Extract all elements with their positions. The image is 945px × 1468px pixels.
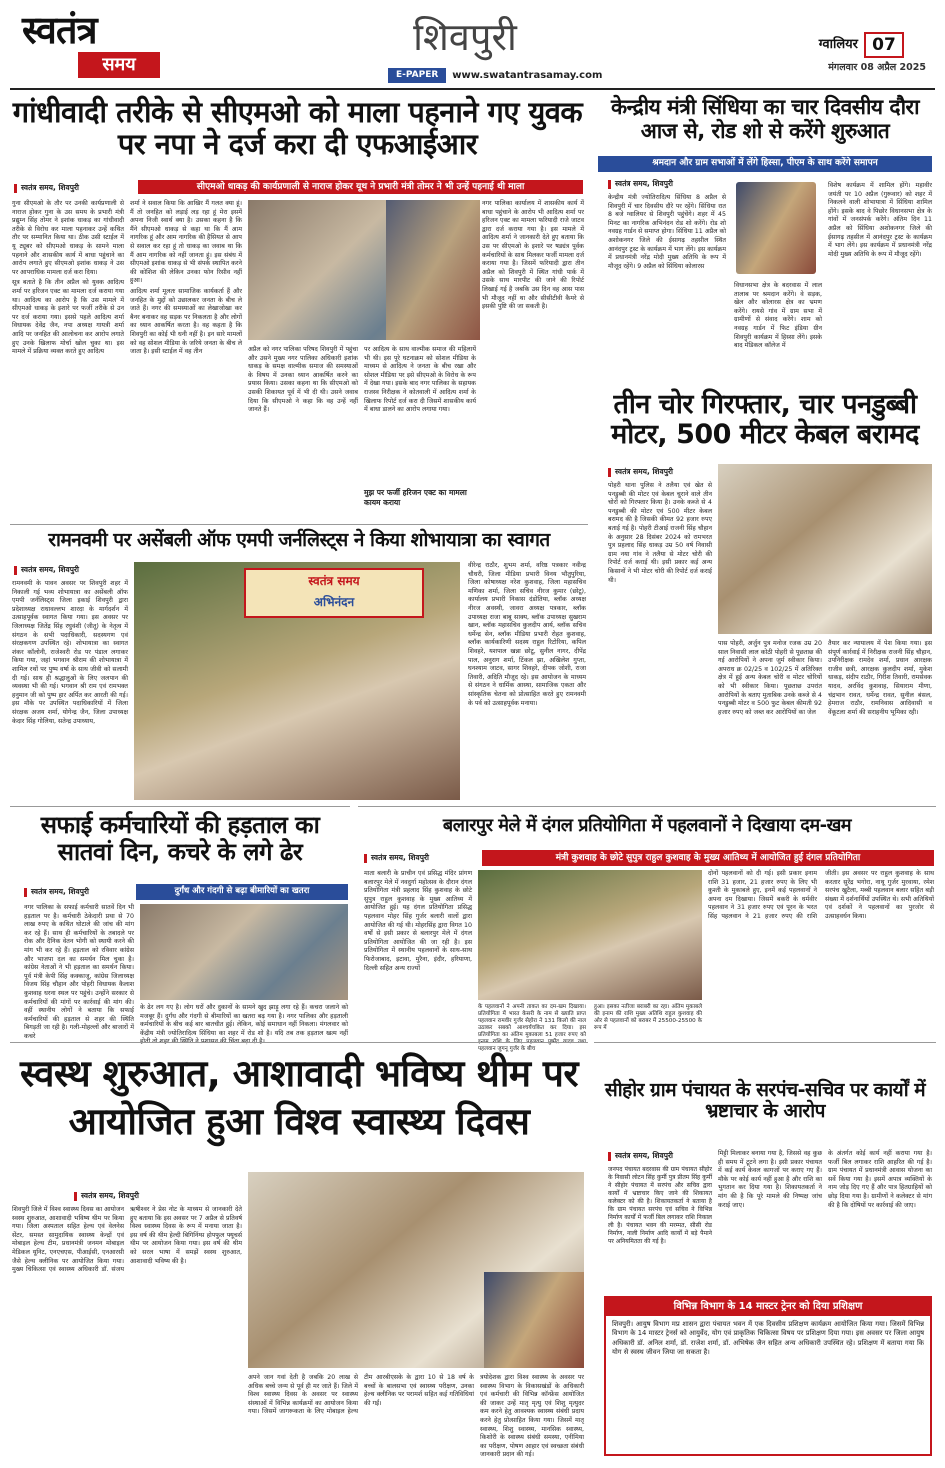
byline-text: स्वतंत्र समय, शिवपुरी (81, 1191, 139, 1200)
epaper-bar (388, 68, 688, 83)
story1-col3: अप्रैल को नगर पालिका परिषद शिवपुरी में पहुंचा और उसने मुख्य नगर पालिका अधिकारी इशांक धाकड़ के समक्ष वाल्मीक समाज की समस्याओं के विषय में उनका ध्यान आकर्षित करने का प्रयास किया। उसका कहना था कि सीएमओ को उसकी शिकायत पूर्व में भी दी थी। उसने जवाब दिया कि सीएमओ ने कहा कि वह उन्हें नहीं जानते हैं। (248, 346, 358, 414)
story2-col3: विशेष कार्यक्रम में शामिल होंगे। महावीर जयंती पर 10 अप्रैल (गुरूवार) को शहर में निकलने वाली शोभायात्रा में सिंधिया शामिल होंगे। इसके बाद वे पिछोर विधानसभा क्षेत्र के गांवों में जनसंपर्क करेंगे। अंतिम दिन 11 अप्रैल को सिंधिया अशोकनगर जिले की ईसागढ़ तहसील में आनंदपुर ट्रस्ट के कार्यक्रम में भाग लेंगे। इस कार्यक्रम में प्रधानमंत्री नरेंद्र मोदी मुख्य अतिथि के रूप में मौजूद रहेंगे। (828, 182, 932, 258)
byline-text: स्वतंत्र समय, शिवपुरी (31, 887, 89, 896)
issue-date: मंगलवार 08 अप्रैल 2025 (828, 62, 926, 73)
story3-byline (608, 466, 728, 478)
story5-col1: नगर पालिका के सफाई कर्मचारी सातवें दिन भी हड़ताल पर है। कर्मचारी ठेकेदारी प्रथा से 70 लाख रुपए के कथित घोटाले की जांच की मांग कर रहे हैं। साथ ही कर्मचारियों के तबादले पर रोक और दैनिक वेतन भोगी को स्थायी करने की मांग भी कर रहे हैं। हड़ताल को रविवार कांग्रेस और भाजपा दल का समर्थन मिल चुका है। कांग्रेस नेताओं ने भी हड़ताल का समर्थन किया। पूर्व मंत्री केपी सिंह कक्काजू, कांग्रेस जिलाध्यक्ष विजय सिंह चौहान और पोहरी विधायक कैलाश कुशवाह धरना स्थल पर पहुंचे। उन्होंने सरकार से कर्मचारियों की मांगों पर कार्रवाई की मांग की। वहीं स्थानीय लोगों ने बताया कि सफाई कर्मचारियों की हड़ताल से शहर की स्थिति बिगड़ती जा रही है। गली-मोहल्लों और बाजारों में कचरे (24, 904, 134, 1040)
story4-byline (14, 564, 134, 576)
masthead (0, 0, 945, 92)
story6-byline (364, 852, 474, 864)
story1-photo-inset (386, 200, 480, 340)
story-sihor-panchayat (594, 1042, 936, 1290)
story8-top-rule (594, 1042, 936, 1043)
story-health-day (10, 1042, 588, 1462)
logo-bottom: समय (78, 52, 160, 78)
story-sanitation-strike (10, 806, 350, 1042)
edition-name: शिवपुरी (413, 15, 517, 59)
story4-col1: रामनवमी के पावन अवसर पर शिवपुरी शहर में निकाली गई भव्य शोभायात्रा का असेंबली ऑफ एमपी जर्नलिस्ट्स जिला इकाई शिवपुरी द्वारा प्रदेशाध्यक्ष राधावल्लभ शारदा के मार्गदर्शन में उत्साहपूर्वक स्वागत किया गया। इस अवसर पर जिलाध्यक्ष जितेंद्र सिंह रघुवंशी (जीतू) के नेतृत्व में संगठन के सभी पदाधिकारी, सदस्यगण एवं संरक्षकगण उपस्थित रहे। शोभायात्रा का स्वागत शंकर कॉलोनी, राजेश्वरी रोड पर पंडाल लगाकर किया गया, जहां भगवान श्रीराम की शोभायात्रा में शामिल रथों पर पुष्प वर्षा के साथ जीवी को सलामी दी गई। साथ ही श्रद्धालुओं के लिए जलपान की व्यवस्था भी की गई। भगवान श्री राम एवं रामभक्त हनुमान जी को पुष्प हार अर्पित कर आरती की गई। इस मौके पर उपस्थित पदाधिकारियों में जिला संरक्षक अजय शर्मा, योगेन्द्र जैन, जिला उपाध्यक्ष केदार सिंह गोलिया, सतेन्द्र उपाध्याय, (12, 580, 128, 725)
story1-col1-para2: सूत्र बताते है कि तीन अप्रैल को युवक आदित्य शर्मा पर हरिजन एक्ट का मामला दर्ज कराया गया था। आदित्य का आरोप है कि उस मामले में सीएमओ धाकड़ के इशारे पर फर्जी तरीके से उन पर दर्ज कराया गया। इससे पहले आदित्य शर्मा विधायक देवेंद्र जैन, नपा अध्यक्ष गायत्री शर्मा आदि पर जनहित की आलोचना कर आरोप लगाते हुए उनके खिलाफ मोर्चा खोल चुका था। इस मामले में प्रक्रिया व्यक्त करते हुए आदित्य (12, 279, 124, 356)
story3-headline: तीन चोर गिरफ्तार, चार पनडुब्बी मोटर, 500 मीटर केबल बरामद (611, 389, 919, 451)
website-link[interactable]: www.swatantrasamay.com (452, 70, 603, 81)
story2-strap: श्रमदान और ग्राम सभाओं में लेंगे हिस्सा, पीएम के साथ करेंगे समापन (598, 156, 932, 172)
story1-col2 (130, 200, 242, 518)
story8-byline (608, 1150, 718, 1162)
city-label: ग्वालियर (818, 37, 858, 52)
story1-col5: नगर पालिका कार्यालय में शासकीय कार्य में बाधा पहुंचाने के आरोप भी आदित्य शर्मा पर हरिजन एक्ट का मामला फरियादी राजे जाटव द्वारा दर्ज कराया गया है। इस मामले में आदित्य शर्मा ने जानकारी देते हुए बताया कि उस पर सीएमओ के इशारे पर षड्यंत्र पूर्वक कर्मचारियों के साथ मिलकर फर्जी मामला दर्ज कराया गया है। जिसमें फरियादी द्वारा तीन अप्रैल को शिवपुरी में स्थित गांधी पार्क में उसके साथ मारपीट की जाने की रिपोर्ट लिखाई गई है जबकि उस दिन वह आस पास भी मौजूद नहीं था और सीसीटीवी कैमरे से इसकी पुष्टि की जा सकती है। (482, 200, 584, 311)
story1-col2-para2: आदित्य शर्मा मूलतः सामाजिक कार्यकर्ता हैं और जनहित के मुद्दों को उछालकर जनता के बीच ले जाते हैं। नगर की समस्याओं का लेखाजोखा कर बैनर बनाकर वह सड़क पर निकलता है और लोगों का ध्यान आकर्षित करता है। वह कहता है कि शिवपुरी का कोई भी धनी नहीं है। इन सारे मामलों को वह सोशल मीडिया के जरिये जनता के बीच ले जाता है। इसी स्टाईल में वह तीन (130, 287, 242, 356)
story6-top-rule (358, 806, 936, 807)
masthead-rule (10, 88, 935, 90)
story1-col1 (12, 200, 124, 518)
byline-text: स्वतंत्र समय, शिवपुरी (615, 467, 673, 476)
story8-col1: जनपद पंचायत बदरवास की ग्राम पंचायत सीहोर के निवासी लोटन सिंह कुर्मी पुत्र प्रीतम सिंह कुर्मी ने सीहोर पंचायत में सरपंच और सचिव द्वारा कार्यों में भ्रष्टाचार किए जाने की शिकायत कलेक्टर को की है। शिकायतकर्ता ने बताया है कि ग्राम पंचायत सरपंच एवं सचिव ने विभिन्न निर्माण कार्यों में फर्जी बिल लगाकर राशि निकाल ली है। पंचायत भवन की मरम्मत, सीसी रोड निर्माण, नाली निर्माण आदि कार्यों में बड़े पैमाने पर अनियमितता की गई है। (608, 1166, 712, 1245)
story7-photo-inset (484, 1272, 584, 1368)
byline-marker (608, 1152, 611, 1161)
story1-headline: गांधीवादी तरीके से सीएमओ को माला पहनाने गए युवक पर नपा ने दर्ज करा दी एफआईआर (12, 95, 583, 162)
story1-col1-para1: गुना सीएमओ के तौर पर उनकी कार्यप्रणाली से नाराज होकर गुना के उस समय के प्रभारी मंत्री प्रद्युम्न सिंह तोमर ने इशांक धाकड़ का गांधीवादी तरीके से विरोध कर माला पहनाकर उन्हें कथित तौर पर सम्मानित किया था। ठीक उसी स्टाईल में यू ट्यूबर को सीएमओ धाकड़ के सामने माला पहनाने और शासकीय कार्य में बाधा पहुंचाने का आरोप लगाते हुए सीएमओ इशांक धाकड़ ने उस पर आपराधिक मामला दर्ज करा दिया। (12, 200, 124, 276)
byline-text: स्वतंत्र समय, शिवपुरी (21, 565, 79, 574)
story3-photo (718, 464, 932, 634)
logo-top: स्वतंत्र (22, 8, 97, 52)
story6-headline: बलारपुर मेले में दंगल प्रतियोगिता में पहलवानों ने दिखाया दम-खम (442, 815, 852, 836)
story7-col2: अपने जान गवां देती है जबकि 20 लाख से अधिक बच्चे जन्म से पूर्व ही मर जाते हैं। जिले में विश्व स्वास्थ्य दिवस के अवसर पर स्वास्थ्य संस्थाओं में विभिन्न कार्यक्रमों का आयोजन किया गया। जिसमें जागरूकता के लिए मोबाइल हेल्थ टीम आरबीएसके के द्वारा 10 से 18 वर्ष के बच्चों के बालसभा एवं स्वास्थ्य परीक्षण, उनका हेल्थ क्लीनिक पर परामर्श सहित कई गतिविधियां की गईं। (248, 1374, 474, 1416)
story-cmo-fir (10, 92, 585, 524)
story6-col3: हुआ। इसका नतीजा बराबरी का रहा। अंतिम मुकाबले की इनाम की राशि मुख्य अतिथि राहुल कुशवाह की ओर से पहलवानों को बराबर में 25500-25500 के रूप में (594, 1004, 702, 1031)
byline-marker (608, 180, 611, 189)
story3-col3: तैयार कर न्यायालय में पेश किया गया। इस संपूर्ण कार्रवाई में निरीक्षक राजनी सिंह चौहान, उपनिरीक्षक रामदेव शर्मा, प्रधान आरक्षक राजीव छत्री, आरक्षक कुलदीप शर्मा, मुकेश धाकड़, संदीप राठौर, गिरीश तिवारी, रामसेवक यादव, अरविंद कुशवाह, सियाराम मीणा, चंद्रभान रावत, धर्मेन्द्र रावत, सुनील बंसल, हेमराज राठौर, रामनिवास आदिवासी व वेंकूटला शर्मा की सराहनीय भूमिका रही। (828, 640, 932, 716)
byline-marker (14, 566, 17, 575)
story6-col1: माता बलारी के प्राचीन एवं प्रसिद्ध मंदिर प्रांगण बलारपुर मेले में नवदुर्गा महोत्सव के दौरान दंगल प्रतियोगिता मंत्री प्रहलाद सिंह कुशवाह के छोटे सुपुत्र राहुल कुशवाह के मुख्य आतिथ्य में आयोजित हुई। यह दंगल प्रतियोगिता प्रसिद्ध पहलवान मोहर सिंह गुर्जर बलारी वालों द्वारा आयोजित की गई थी। मोहरसिंह द्वारा विगत 10 वर्षों से इसी प्रकार से बलारपुर मेले में दंगल प्रतियोगिता आयोजित की जा रही है। इस प्रतियोगिता में स्थानीय पहलवानों के साथ-साथ फिरोजाबाद, इटावा, मुरैना, इंदौर, हरियाणा, दिल्ली सहित अन्य राज्यों (364, 870, 472, 972)
story2-portrait (736, 182, 816, 274)
byline-marker (24, 888, 27, 897)
byline-text: स्वतंत्र समय, शिवपुरी (371, 853, 429, 862)
logo (22, 8, 162, 88)
story4-col2: वीरेन्द्र राठौर, शुभम शर्मा, वरिष्ठ पत्रकार नवीन्द्र चौधरी, जिला मीडिया प्रभारी विनय भौतुपुरिया, जिला कोषाध्यक्ष नरेश कुशवाह, जिला महासचिव मणिका शर्मा, जिला सचिव नीरज कुमार (छोटू), कार्यालय प्रभारी निकास दंडोतिया, ब्लॉक अध्यक्ष नीरज अवस्थी, जावरा अध्यक्ष पत्रकार, ब्लॉक उपाध्यक्ष राजा बाबू साक्य, ब्लॉक उपाध्यक्ष सुखराम खान, ब्लॉक महासचिव कुलदीप आर्य, ब्लॉक सचिव धर्मेन्द्र सेन, ब्लॉक मीडिया प्रभारी रोहत कुशवाह, ब्लॉक कार्यकारिणी सदस्य राहुल रिटोरिया, कपिल शिवहरे, यशपाल खन्ना छोटू, सुनील नागर, दीपेंद्र पाल, अनुराग शर्मा, टिंकल झा, अखिलेश गुप्ता, घनश्याम जाटव, सागर शिवहरे, दीपक जोशी, राजा तिवारी, अदिति मौजूद रहे। इस आयोजन के माध्यम से संगठन ने धार्मिक आस्था, सामाजिक एकता और सांस्कृतिक चेतना को प्रोत्साहित करते हुए रामनवमी के पर्व को उत्साहपूर्वक मनाया। (468, 562, 586, 707)
story-dangal (358, 806, 936, 1052)
story-scindia-visit (594, 92, 936, 384)
story7-byline (74, 1190, 194, 1202)
story7-col3: त्रयोदेशक द्वारा विश्व स्वास्थ्य के अवसर पर स्वास्थ्य विभाग के विकासखंडों के अधिकारी एवं कर्मचारी की विभिन्न कॉन्फ्रेंस आयोजित की जाकर उन्हें मातृ मृत्यु एवं शिशु मृत्युदर कम करने हेतु आवश्यक स्वास्थ्य संबंधी प्रदाय करने हेतु प्रोत्साहित किया गया। जिसमें मातृ स्वास्थ्य, शिशु स्वास्थ्य, मानसिक स्वास्थ्य, किशोरी के स्वास्थ्य संबंधी समस्या, एनीमिया का परीक्षण, पोषण आहार एवं स्वच्छता संबंधी जानकारी प्रदान की गई। (480, 1374, 584, 1459)
story6-strap: मंत्री कुशवाह के छोटे सुपुत्र राहुल कुशवाह के मुख्य आतिथ्य में आयोजित हुई दंगल प्रतियोगिता (482, 850, 934, 866)
story1-strap: सीएमओ धाकड़ की कार्यप्रणाली से नाराज होकर यूथ ने प्रभारी मंत्री तोमर ने भी उन्हें पहनाई थी माला (138, 180, 583, 194)
byline-text: स्वतंत्र समय, शिवपुरी (21, 183, 79, 192)
story5-byline (24, 886, 134, 898)
story5-top-rule (10, 806, 350, 807)
story5-headline: सफाई कर्मचारियों की हड़ताल का सातवां दिन, कचरे के लगे ढेर (40, 811, 320, 866)
story5-strap: दुर्गंध और गंदगी से बढ़ा बीमारियों का खतरा (136, 884, 348, 900)
story8-col3: के अंतर्गत कोई कार्य नहीं कराया गया है। फर्जी बिल लगाकर राशि आहरित की गई है। ग्राम पंचायत में प्रधानमंत्री आवास योजना का सर्वे किया गया है। इसमें अपात्र व्यक्तियों के नाम जोड़ दिए गए हैं और पात्र हितग्राहियों को छोड़ दिया गया है। ग्रामीणों ने कलेक्टर से मांग की है कि दोषियों पर कार्रवाई की जाए। (828, 1150, 932, 1209)
story-thieves-arrested (594, 384, 936, 806)
story-ramnavami (10, 524, 588, 806)
banner-line2: अभिनंदन (313, 595, 355, 609)
story4-headline: रामनवमी पर असेंबली ऑफ एमपी जर्नलिस्ट्स ने किया शोभायात्रा का स्वागत (48, 529, 550, 551)
epaper-label: E-PAPER (388, 68, 446, 83)
story3-col2: पास पोहरी, अर्जुन पुत्र मनोज रजक उम्र 20 साल निवासी लाल कोठी पोहरी से पूछताछ की गई आरोपियों ने अपना जुर्म स्वीकार किया। अपराध क्र 02/25 व 102/25 में अतिरिक्त क्षेत्र में हुई अन्य केबल चोरी व मोटर चोरियों को भी स्वीकार किया। पूछताछ उपरांत आरोपियों के बताए मुताबिक उनके कब्जे से 4 पनडुब्बी मोटर व 500 फुट केबल कीमती 92 हजार रुपए को जब्त कर आरोपियों का जेल (718, 640, 822, 716)
story9-headline: विभिन्न विभाग के 14 मास्टर ट्रेनर को दिया प्रशिक्षण (606, 1298, 930, 1316)
story7-top-rule (10, 1042, 588, 1043)
story6-photo (478, 870, 702, 1000)
story5-col2: के ढेर लग गए है। लोग घरों और दुकानों के सामने खुद झाड़ू लगा रहे हैं। कचरा जलाने को मजबूर हैं। दुर्गंध और गंदगी से बीमारियों का खतरा बढ़ गया है। नगर पालिका और हड़ताली कर्मचारियों के बीच कई बार बातचीत हुई। लेकिन, कोई समाधान नहीं निकला। मंगलवार को केंद्रीय मंत्री ज्योतिरादित्य सिंधिया का शहर में रोड शो है। यदि तब तक हड़ताल खत्म नहीं (140, 1004, 348, 1037)
story1-col2-para1: शर्मा ने सवाल किया कि आखिर मैं गलत क्या हूं। मैं तो जनहित को लड़ाई लड़ रहा हूं मेरा इसमें अपना निजी स्वार्थ क्या है। उसका कहना है कि मैंने सीएमओ धाकड़ से कहा था कि मैं आम नागरिक हूं और आम नागरिक की हैसियत से आप से सवाल कर रहा हूं तो धाकड़ का जवाब था कि मैं आम नागरिक को नहीं जानता हूं। इस संबंध में सीएमओ इशांक धाकड़ से भी संपर्क स्थापित करने की कोशिश की लेकिन उनका फोन रिसीव नहीं हुआ। (130, 200, 242, 285)
byline-marker (74, 1192, 77, 1201)
story7-headline: स्वस्थ शुरुआत, आशावादी भविष्य थीम पर आयोजित हुआ विश्व स्वास्थ्य दिवस (19, 1052, 579, 1143)
story4-photo (134, 562, 460, 800)
story1-subhead: मुझ पर फर्जी हरिजन एक्ट का मामला कायम कराया (364, 488, 467, 507)
story9-box (604, 1296, 932, 1456)
story1-col4 (364, 346, 476, 518)
story5-photo (140, 904, 348, 1000)
story8-col2: मिट्टी मिलाकर बनाया गया है, जिससे वह कुछ ही समय में टूटने लगा है। इसी प्रकार पंचायत में कई कार्य केवल कागजों पर कराए गए हैं। मौके पर कोई कार्य नहीं हुआ है और राशि का भुगतान कर दिया गया है। शिकायतकर्ता ने मांग की है कि पूरे मामले की निष्पक्ष जांच कराई जाए। (718, 1150, 822, 1209)
byline-text: स्वतंत्र समय, शिवपुरी (615, 179, 673, 188)
byline-text: स्वतंत्र समय, शिवपुरी (615, 1151, 673, 1160)
story-master-trainers (594, 1290, 936, 1462)
story8-headline: सीहोर ग्राम पंचायत के सरपंच-सचिव पर कार्यों में भ्रष्टाचार के आरोप (604, 1079, 926, 1123)
story2-byline (608, 178, 728, 190)
welcome-banner (244, 568, 424, 618)
story6-col2: के पहलवानों ने अपनी ताकत का दम-खम दिखाया। प्रतियोगिता में भारत केसरी के नाम से ख्याति प्राप्त पहलवान रामवीर गुर्जर सेहोरा ने 131 किलो की नाल उठाकर सबको आश्चर्यचकित कर दिया। इस प्रतियोगिता का अंतिम मुकाबला 51 हजार रुपए को पहलवान जुगनू गुर्जर के बीच (478, 1004, 586, 1052)
byline-marker (608, 468, 611, 477)
story6-col4: दोनों पहलवानों को दी गई। इसी प्रकार इनाम राशि 31 हजार, 21 हजार रुपए के लिए भी कुश्ती के मुकाबले हुए, इनमें कई पहलवानों ने अपना दम दिखाया। जिसमें बकरी के धर्मवीर पहलवान ने 31 हजार रुपए एवं पूरन के भरत सिंह पहलवान ने 21 हजार रुपए की राशि जीती। इस अवसर पर राहुल कुशवाह के साथ करतार सुरेंद्र भगोरा, नाथू गुर्जर मुरवाया, रमेश सरपंच खुटैला, मब्बी पहलवान बलार सहित बड़ी संख्या में दर्शनार्थियों उपस्थित थे। सभी अतिथियों एवं दर्शकों ने पहलवानों का पुरजोर से उत्साहवर्धन किया। (708, 870, 934, 920)
banner-line1: स्वतंत्र समय (308, 574, 360, 588)
story1-col4-para: पर आदित्य के साथ वाल्मीक समाज की महिलायें भी थी। इस पूरे घटनाक्रम को सोशल मीडिया के माध्यम से आदित्य ने जनता के बीच रखा और सोशल मीडिया पर इसे सीएमओ के विरोध के रूप में देखा गया। इसके बाद नगर पालिका के सहायक राजस्व निरीक्षक ने कोतवाली में आदित्य शर्मा के खिलाफ रिपोर्ट दर्ज करा दी जिसमें शासकीय कार्य में बाधा डालने का आरोप लगाया गया। (364, 346, 476, 414)
byline-marker (14, 184, 17, 193)
story7-col1: शिवपुरी जिले में विश्व स्वास्थ्य दिवस का आयोजन स्वस्थ शुरुआत, आशावादी भविष्य थीम पर किया गया। जिला अस्पताल सहित हेल्थ एवं वेलनेस सेंटर, समस्त सामुदायिक स्वास्थ्य केन्द्रों एवं मोबाइल हेल्थ टीम, प्रधानमंत्री जनमन मोबाइल मेडिकल यूनिट, एनएचएस, पीआईसी, एनआरसी जैसे हेल्थ क्लीनिक पर आयोजित किया गया। मुख्य चिकित्सा एवं स्वास्थ्य अधिकारी डॉ. संजय ऋषीश्वर ने प्रेस नोट के माध्यम से जानकारी देते हुए बताया कि इस अवसर पर 7 अप्रैल से प्रतिवर्ष विश्व स्वास्थ्य दिवस के रूप में मनाया जाता है। इस वर्ष की थीम हेल्दी बिगिनिंग्स होपफुल फ्यूचर्स थीम पर आयोजन किया गया। इस वर्ष की थीम को सरल भाषा में समझें स्वस्थ शुरुआत, आशावादी भविष्य की है। (12, 1206, 242, 1274)
story2-col1: केन्द्रीय मंत्री ज्योतिरादित्य सिंधिया 8 अप्रैल से शिवपुरी में चार दिवसीय दौरे पर रहेंगे। सिंधिया रात 8 बजे ग्वालियर से शिवपुरी पहुंचेंगे। शहर में 45 मिनट का नागरिक अभिनंदन रोड शो करेंगे। रोड शो नवग्रह गार्डन से समाप्त होगा। सिंधिया 11 अप्रैल को अशोकनगर जिले की ईसागढ़ तहसील स्थित आनंदपुर ट्रस्ट के कार्यक्रम में भाग लेंगे। इस कार्यक्रम में प्रधानमंत्री नरेंद्र मोदी मुख्य अतिथि के रूप में मौजूद रहेंगे। 9 अप्रैल को सिंधिया कोलारस (608, 194, 726, 270)
story1-byline (14, 182, 134, 194)
story2-col2: विधानसभा क्षेत्र के बदरवास में लाल तालाब पर श्रमदान करेंगे। वे सड़क, खेल और कोलारस क्षेत्र का भ्रमण करेंगे। रायसे गांव में ग्राम सभा में ग्रामीणों से संवाद करेंगे। शाम को नवग्रह गार्डन में फिट इंडिया ग्रीन शिवपुरी कार्यक्रम में हिस्सा लेंगे। इसके बाद मेडिकल कॉलेज में (734, 282, 822, 350)
story4-top-rule (10, 524, 588, 525)
byline-marker (364, 854, 367, 863)
story2-headline: केन्द्रीय मंत्री सिंधिया का चार दिवसीय दौरा आज से, रोड शो से करेंगे शुरुआत (610, 95, 920, 143)
story9-col1: शिवपुरी। आयुष विभाग मप्र शासन द्वारा पंचायत भवन में एक दिवसीय प्रशिक्षण कार्यक्रम आयोजित किया गया। जिसमें विभिन्न विभाग के 14 मास्टर ट्रेनर्स को आयुर्वेद, योग एवं प्राकृतिक चिकित्सा विषय पर प्रशिक्षण दिया गया। इस अवसर पर जिला आयुष अधिकारी डॉ. अनिल शर्मा, डॉ. राजेश शर्मा, डॉ. अभिषेक जैन सहित अन्य अधिकारी उपस्थित रहे। प्रशिक्षण में बताया गया कि योग से स्वस्थ जीवन जिया जा सकता है। (612, 1320, 924, 1357)
story3-col1: पोहरी थाना पुलिस ने तलैया एवं खेत से पनडुब्बी की मोटर एवं केबल चुराने वाले तीन चोरों को गिरफ्तार किया है। उनके कब्जे से 4 पनडुब्बी की मोटर एवं 500 मीटर केबल बरामद की है जिसकी कीमत 92 हजार रुपए बताई गई है। पोहरी टीआई राजनी सिंह चौहान के अनुसार 28 दिसंबर 2024 को रामभरत पुत्र प्रहलाद सिंह धाकड़ उम्र 50 वर्ष निवासी ग्राम नया गांव ने तलैया से मोटर चोरी की रिपोर्ट दर्ज कराई थी। इसी प्रकार कई अन्य किसानों ने भी मोटर चोरी की रिपोर्ट दर्ज कराई थी। (608, 482, 712, 584)
page-number: 07 (864, 32, 904, 58)
